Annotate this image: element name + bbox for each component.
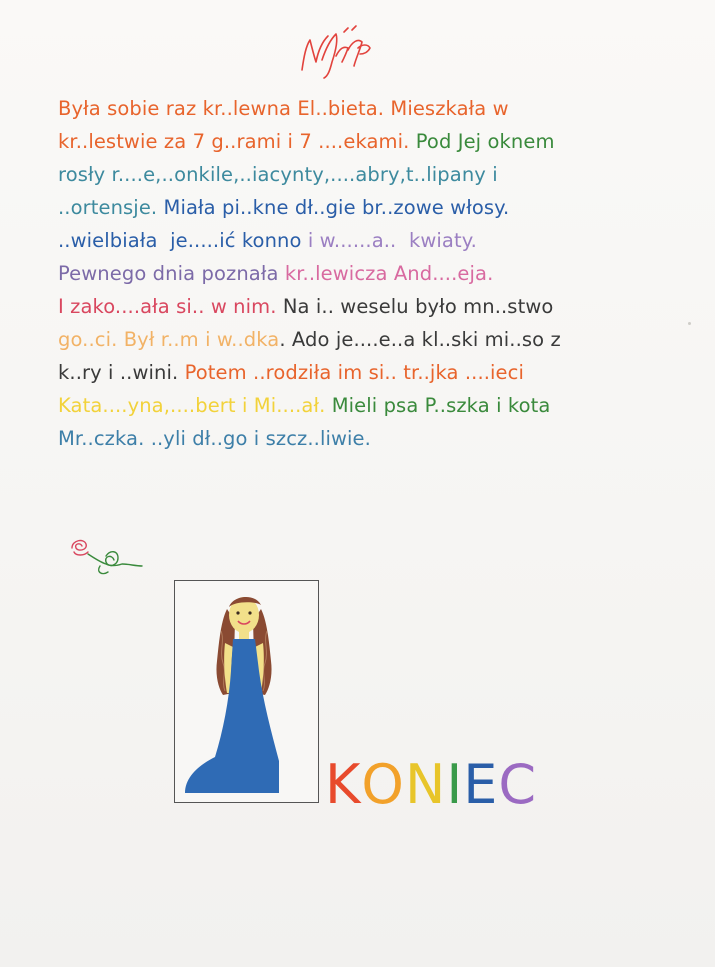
story-line (58, 125, 678, 158)
story-segment: I zako....ała si.. w nim. (58, 295, 283, 318)
story-line (58, 191, 678, 224)
story-segment: kr..lestwie za 7 g..rami i 7 ....ekami. (58, 130, 416, 153)
story-segment: ..wielbiała je.....ić konno (58, 229, 308, 252)
story-segment: ..ortensje. (58, 196, 164, 219)
story-segment: Była sobie raz kr..lewna El..bieta. Mieszkała w (58, 97, 509, 120)
princess-drawing (174, 580, 319, 803)
ending-word (325, 752, 537, 818)
story-line (58, 422, 678, 455)
story-line (58, 356, 678, 389)
story-segment: kr..lewicza And....eja. (284, 262, 494, 285)
rose-doodle (66, 536, 146, 580)
story-text (58, 92, 678, 455)
story-line (58, 158, 678, 191)
ending-letter: N (404, 753, 447, 816)
ending-letter: I (446, 753, 464, 816)
story-segment: rosły r....e,..onkile,..iacynty,....abry,t..lipany i (58, 163, 498, 186)
story-segment: k..ry i ..wini. (58, 361, 185, 384)
story-line (58, 323, 678, 356)
story-segment: i w......a.. kwiaty. (307, 229, 477, 252)
paper-mark (688, 322, 691, 325)
story-segment: Na i.. weselu było mn..stwo (282, 295, 554, 318)
story-segment: Mr..czka. ..yli dł..go i szcz..liwie. (58, 427, 371, 450)
story-segment: Pod Jej oknem (415, 130, 555, 153)
ending-letter: K (325, 753, 362, 816)
story-segment: Kata....yna,....bert i Mi....ał. (58, 394, 332, 417)
story-line (58, 389, 678, 422)
story-segment: Mieli psa P..szka i kota (331, 394, 551, 417)
story-segment: Potem ..rodziła im si.. tr..jka ....ieci (184, 361, 524, 384)
story-segment: Miała pi..kne dł..gie br..zowe włosy. (163, 196, 510, 219)
story-segment: Pewnego dnia poznała (58, 262, 285, 285)
story-segment: go..ci. Był r..m i w..dka (58, 328, 280, 351)
story-line (58, 224, 678, 257)
story-line (58, 257, 678, 290)
ending-letter: O (361, 753, 405, 816)
handwritten-signature (292, 18, 382, 80)
story-line (58, 290, 678, 323)
story-line (58, 92, 678, 125)
story-segment: . Ado je....e..a kl..ski mi..so z (279, 328, 561, 351)
ending-letter: C (498, 753, 538, 816)
ending-letter: E (463, 753, 499, 816)
